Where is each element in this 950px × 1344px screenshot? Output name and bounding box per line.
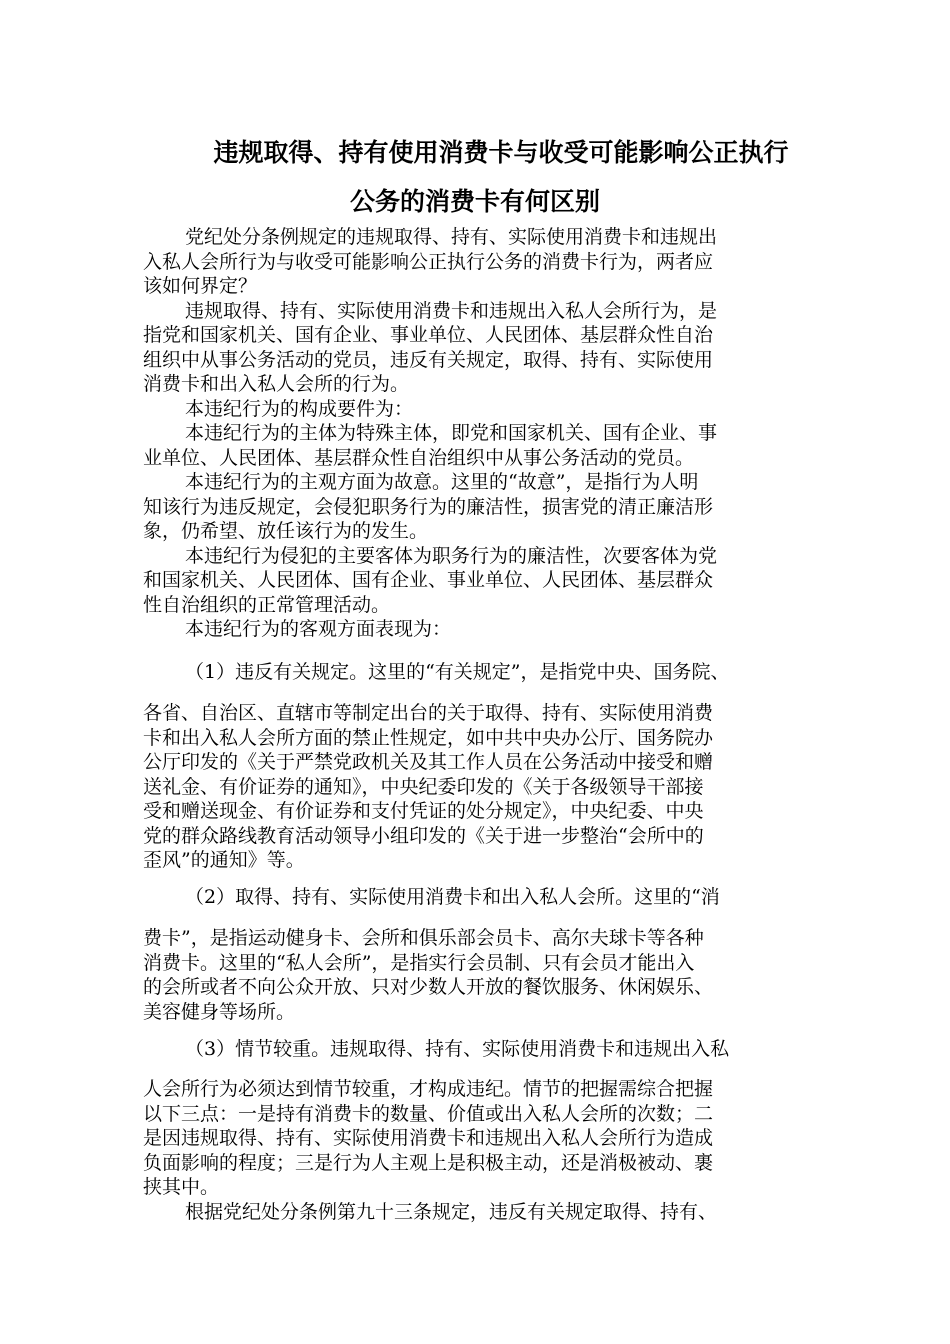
paragraph-line: 指党和国家机关、国有企业、事业单位、人民团体、基层群众性自治 (143, 324, 714, 346)
list-item-line: 各省、自治区、直辖市等制定出台的关于取得、持有、实际使用消费 (143, 702, 714, 724)
list-item-line: 卡和出入私人会所方面的禁止性规定，如中共中央办公厅、国务院办 (143, 726, 714, 749)
list-item-line: 党的群众路线教育活动领导小组印发的《关于进一步整治“会所中的 (143, 824, 704, 847)
paragraph-line: 消费卡和出入私人会所的行为。 (143, 373, 410, 395)
list-item-first-line: （2）取得、持有、实际使用消费卡和出入私人会所。这里的“消 (185, 886, 720, 908)
list-item-line: 以下三点：一是持有消费卡的数量、价值或出入私人会所的次数；二 (143, 1102, 714, 1125)
paragraph-line: 业单位、人民团体、基层群众性自治组织中从事公务活动的党员。 (143, 446, 695, 469)
list-item-1-first-line-block (143, 660, 808, 685)
paragraph-line: 知该行为违反规定，会侵犯职务行为的廉洁性，损害党的清正廉洁形 (143, 495, 714, 518)
list-item-1-body (143, 701, 808, 873)
document-title-line-2: 公务的消费卡有何区别 (349, 187, 600, 216)
list-item-line: 费卡”，是指运动健身卡、会所和俱乐部会员卡、高尔夫球卡等各种 (143, 927, 704, 949)
paragraph-line: 组织中从事公务活动的党员，违反有关规定，取得、持有、实际使用 (143, 348, 714, 371)
list-item-first-line: （1）违反有关规定。这里的“有关规定”，是指党中央、国务院、 (185, 661, 730, 683)
paragraph-line: 本违纪行为的构成要件为： (185, 397, 414, 420)
list-item-line: 人会所行为必须达到情节较重，才构成违纪。情节的把握需综合把握 (143, 1078, 714, 1100)
list-item-line: 的会所或者不向公众开放、只对少数人开放的餐饮服务、休闲娱乐、 (143, 976, 714, 998)
body-section-intro (143, 225, 808, 642)
closing-paragraph-line: 根据党纪处分条例第九十三条规定，违反有关规定取得、持有、 (185, 1200, 718, 1223)
paragraph-line: 本违纪行为侵犯的主要客体为职务行为的廉洁性，次要客体为党 (185, 544, 718, 567)
list-item-3-body (143, 1077, 808, 1224)
paragraph-line: 象，仍希望、放任该行为的发生。 (143, 520, 429, 542)
list-item-line: 公厅印发的《关于严禁党政机关及其工作人员在公务活动中接受和赠 (143, 751, 714, 773)
list-item-line: 消费卡。这里的“私人会所”，是指实行会员制、只有会员才能出入 (143, 951, 695, 974)
paragraph-line: 入私人会所行为与收受可能影响公正执行公务的消费卡行为，两者应 (143, 250, 714, 273)
paragraph-line: 本违纪行为的主体为特殊主体，即党和国家机关、国有企业、事 (185, 422, 718, 444)
list-item-line: 送礼金、有价证券的通知》，中央纪委印发的《关于各级领导干部接 (143, 775, 704, 798)
paragraph-line: 性自治组织的正常管理活动。 (143, 593, 391, 616)
list-item-line: 歪风”的通知》等。 (143, 849, 305, 871)
document-title-line-1: 违规取得、持有使用消费卡与收受可能影响公正执行 (213, 138, 789, 167)
paragraph-line: 该如何界定？ (143, 275, 258, 297)
paragraph-line: 和国家机关、人民团体、国有企业、事业单位、人民团体、基层群众 (143, 569, 714, 591)
paragraph-line: 违规取得、持有、实际使用消费卡和违规出入私人会所行为，是 (185, 299, 718, 322)
list-item-line: 负面影响的程度；三是行为人主观上是积极主动，还是消极被动、裹 (143, 1151, 714, 1174)
list-item-first-line: （3）情节较重。违规取得、持有、实际使用消费卡和违规出入私 (185, 1038, 730, 1060)
list-item-line: 受和赠送现金、有价证券和支付凭证的处分规定》，中央纪委、中央 (143, 800, 704, 822)
paragraph-line: 本违纪行为的客观方面表现为： (185, 618, 452, 640)
list-item-line: 挟其中。 (143, 1176, 220, 1198)
list-item-2-first-line-block (143, 885, 808, 910)
paragraph-line: 党纪处分条例规定的违规取得、持有、实际使用消费卡和违规出 (185, 226, 718, 248)
list-item-line: 是因违规取得、持有、实际使用消费卡和违规出入私人会所行为造成 (143, 1127, 714, 1149)
list-item-3-first-line-block (143, 1037, 808, 1062)
list-item-2-body (143, 926, 808, 1024)
list-item-line: 美容健身等场所。 (143, 1000, 296, 1023)
paragraph-line: 本违纪行为的主观方面为故意。这里的“故意”，是指行为人明 (185, 471, 699, 493)
